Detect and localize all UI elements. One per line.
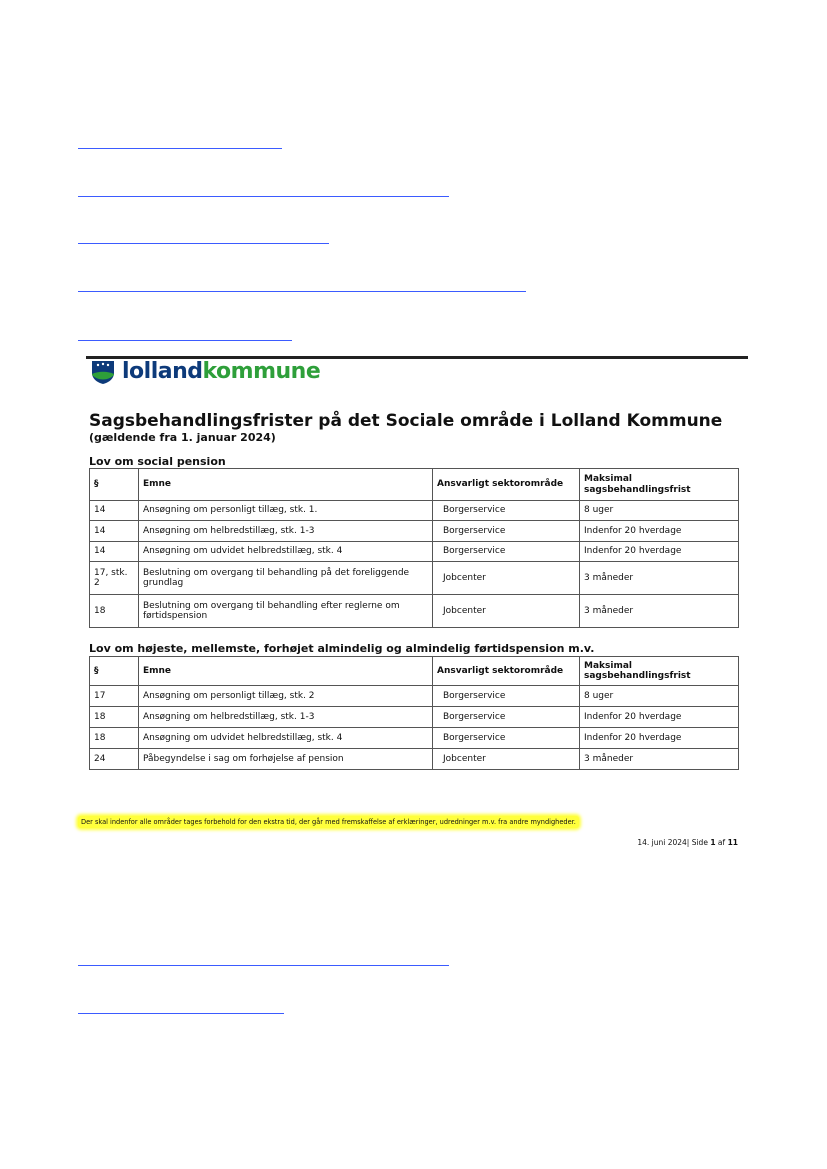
col-header-deadline: Maksimal sagsbehandlingsfrist [580, 657, 739, 686]
cell-subject: Beslutning om overgang til behandling på det foreliggende grundlag [139, 562, 433, 595]
cell-paragraph: 24 [90, 749, 139, 770]
cell-subject: Ansøgning om helbredstillæg, stk. 1-3 [139, 521, 433, 542]
logo-text-kommune: kommune [202, 359, 321, 384]
col-header-paragraph: § [90, 657, 139, 686]
cell-sector: Borgerservice [433, 542, 580, 562]
cell-subject: Ansøgning om udvidet helbredstillæg, stk. 4 [139, 728, 433, 749]
table-row [90, 595, 739, 628]
table-row [90, 562, 739, 595]
cell-subject: Ansøgning om personligt tillæg, stk. 1. [139, 501, 433, 521]
cell-sector: Borgerservice [433, 707, 580, 728]
cell-deadline: 8 uger [580, 501, 739, 521]
logo-text [122, 361, 320, 383]
table-disability-pension [89, 656, 739, 770]
footer-of: af [715, 838, 728, 847]
cell-sector: Borgerservice [433, 686, 580, 707]
shield-logo-icon [90, 359, 116, 385]
cell-paragraph: 14 [90, 501, 139, 521]
cell-paragraph: 14 [90, 521, 139, 542]
cell-subject: Ansøgning om udvidet helbredstillæg, stk. 4 [139, 542, 433, 562]
link-line-5[interactable] [78, 340, 292, 341]
table-row [90, 521, 739, 542]
footer-total-pages: 11 [727, 838, 738, 847]
cell-paragraph: 14 [90, 542, 139, 562]
cell-paragraph: 17 [90, 686, 139, 707]
table-row [90, 501, 739, 521]
cell-paragraph: 18 [90, 595, 139, 628]
footer-page-number: 1 [710, 838, 716, 847]
col-header-subject: Emne [139, 657, 433, 686]
table-row [90, 707, 739, 728]
col-header-paragraph: § [90, 469, 139, 501]
cell-deadline: 3 måneder [580, 562, 739, 595]
page-footer [637, 838, 738, 847]
link-line-4[interactable] [78, 291, 526, 292]
footer-date: 14. juni 2024| Side [637, 838, 711, 847]
cell-sector: Jobcenter [433, 749, 580, 770]
cell-sector: Borgerservice [433, 501, 580, 521]
cell-sector: Jobcenter [433, 595, 580, 628]
table-row [90, 749, 739, 770]
cell-deadline: 8 uger [580, 686, 739, 707]
cell-sector: Borgerservice [433, 521, 580, 542]
cell-paragraph: 18 [90, 728, 139, 749]
cell-sector: Jobcenter [433, 562, 580, 595]
cell-deadline: Indenfor 20 hverdage [580, 707, 739, 728]
cell-deadline: 3 måneder [580, 749, 739, 770]
link-line-2[interactable] [78, 196, 449, 197]
municipality-logo [90, 358, 320, 386]
table-social-pension [89, 468, 739, 628]
logo-text-lolland: lolland [122, 359, 203, 384]
col-header-subject: Emne [139, 469, 433, 501]
link-line-3[interactable] [78, 243, 329, 244]
table-row [90, 542, 739, 562]
cell-paragraph: 17, stk. 2 [90, 562, 139, 595]
cell-paragraph: 18 [90, 707, 139, 728]
link-line-7[interactable] [78, 1013, 284, 1014]
section-1-heading: Lov om social pension [89, 455, 226, 468]
cell-deadline: 3 måneder [580, 595, 739, 628]
document-subtitle: (gældende fra 1. januar 2024) [89, 431, 276, 444]
cell-deadline: Indenfor 20 hverdage [580, 728, 739, 749]
cell-subject: Påbegyndelse i sag om forhøjelse af pension [139, 749, 433, 770]
link-line-6[interactable] [78, 965, 449, 966]
cell-subject: Ansøgning om helbredstillæg, stk. 1-3 [139, 707, 433, 728]
cell-deadline: Indenfor 20 hverdage [580, 521, 739, 542]
link-line-1[interactable] [78, 148, 282, 149]
table-row [90, 686, 739, 707]
cell-sector: Borgerservice [433, 728, 580, 749]
section-2-heading: Lov om højeste, mellemste, forhøjet almindelig og almindelig førtidspension m.v. [89, 642, 595, 655]
col-header-sector: Ansvarligt sektorområde [433, 657, 580, 686]
table-row [90, 728, 739, 749]
highlighted-note: Der skal indenfor alle områder tages forbehold for den ekstra tid, der går med fremskaffelse af erklæringer, udredninger m.v. fra andre myndigheder. [78, 816, 579, 828]
document-title: Sagsbehandlingsfrister på det Sociale område i Lolland Kommune [89, 411, 723, 431]
cell-subject: Beslutning om overgang til behandling efter reglerne om førtidspension [139, 595, 433, 628]
col-header-sector: Ansvarligt sektorområde [433, 469, 580, 501]
cell-subject: Ansøgning om personligt tillæg, stk. 2 [139, 686, 433, 707]
cell-deadline: Indenfor 20 hverdage [580, 542, 739, 562]
col-header-deadline: Maksimal sagsbehandlingsfrist [580, 469, 739, 501]
